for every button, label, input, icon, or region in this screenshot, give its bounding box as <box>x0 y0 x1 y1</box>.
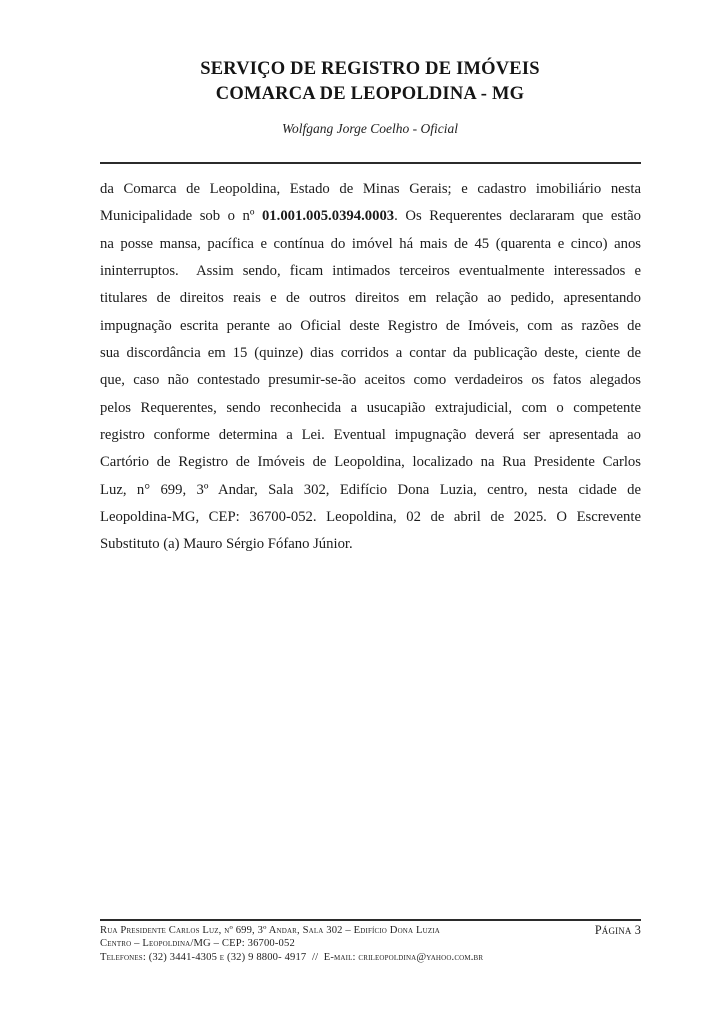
body-line <box>100 285 641 312</box>
body-line <box>100 313 641 340</box>
body-line <box>100 531 641 558</box>
body-text-segment: impugnação escrita perante ao Oficial deste Registro de Imóveis, com as razões de <box>100 317 641 334</box>
body-paragraph <box>100 176 641 559</box>
body-line <box>100 477 641 504</box>
body-text-segment: . Os Requerentes declararam que estão <box>394 208 641 225</box>
body-text-segment: ininterruptos. Assim sendo, ficam intimados terceiros eventualmente interessados e <box>100 263 641 280</box>
footer-divider-rule <box>100 919 641 921</box>
body-line <box>100 367 641 394</box>
body-line <box>100 449 641 476</box>
body-text-segment: na posse mansa, pacífica e contínua do imóvel há mais de 45 (quarenta e cinco) anos <box>100 235 641 252</box>
body-line <box>100 504 641 531</box>
title-line-1: SERVIÇO DE REGISTRO DE IMÓVEIS <box>200 59 540 79</box>
body-line <box>100 395 641 422</box>
body-text-segment: que, caso não contestado presumir-se-ão aceitos como verdadeiros os fatos alegados <box>100 372 641 389</box>
body-line <box>100 176 641 203</box>
body-text-segment: Substituto (a) Mauro Sérgio Fófano Júnior. <box>100 536 353 553</box>
officer-subtitle: Wolfgang Jorge Coelho - Oficial <box>282 121 458 136</box>
body-line <box>100 422 641 449</box>
registry-number-bold: 01.001.005.0394.0003 <box>261 208 395 225</box>
body-text-segment: sua discordância em 15 (quinze) dias corridos a contar da publicação deste, ciente de <box>100 345 641 362</box>
footer-row-1 <box>100 924 641 937</box>
footer-address-line-2: Centro – Leopoldina/MG – CEP: 36700-052 <box>100 938 295 950</box>
body-text-segment: pelos Requerentes, sendo reconhecida a usucapião extrajudicial, com o competente <box>100 399 641 416</box>
footer-contact-line: Telefones: (32) 3441-4305 e (32) 9 8800- 4917 // E-mail: crileopoldina@yahoo.com.br <box>100 951 484 963</box>
body-text-segment: Luz, n° 699, 3º Andar, Sala 302, Edifício Dona Luzia, centro, nesta cidade de <box>100 481 641 498</box>
body-line <box>100 203 641 230</box>
document-header <box>100 57 640 137</box>
body-text-segment: Municipalidade sob o nº <box>100 208 262 225</box>
body-text-segment: Cartório de Registro de Imóveis de Leopoldina, localizado na Rua Presidente Carlos <box>100 454 641 471</box>
body-text-segment: Leopoldina-MG, CEP: 36700-052. Leopoldina, 02 de abril de 2025. O Escrevente <box>100 509 641 526</box>
body-text-segment: registro conforme determina a Lei. Eventual impugnação deverá ser apresentada ao <box>100 427 641 444</box>
body-line <box>100 258 641 285</box>
body-line <box>100 231 641 258</box>
footer-address-line-1: Rua Presidente Carlos Luz, nº 699, 3º Andar, Sala 302 – Edifício Dona Luzia <box>100 925 440 936</box>
body-text-segment: titulares de direitos reais e de outros direitos em relação ao pedido, apresentando <box>100 290 641 307</box>
header-divider-rule <box>100 162 641 164</box>
document-footer <box>100 924 641 964</box>
page-number: Página 3 <box>594 923 641 937</box>
title-line-2: COMARCA DE LEOPOLDINA - MG <box>215 84 525 104</box>
body-line <box>100 340 641 367</box>
body-text-segment: da Comarca de Leopoldina, Estado de Minas Gerais; e cadastro imobiliário nesta <box>100 181 641 197</box>
